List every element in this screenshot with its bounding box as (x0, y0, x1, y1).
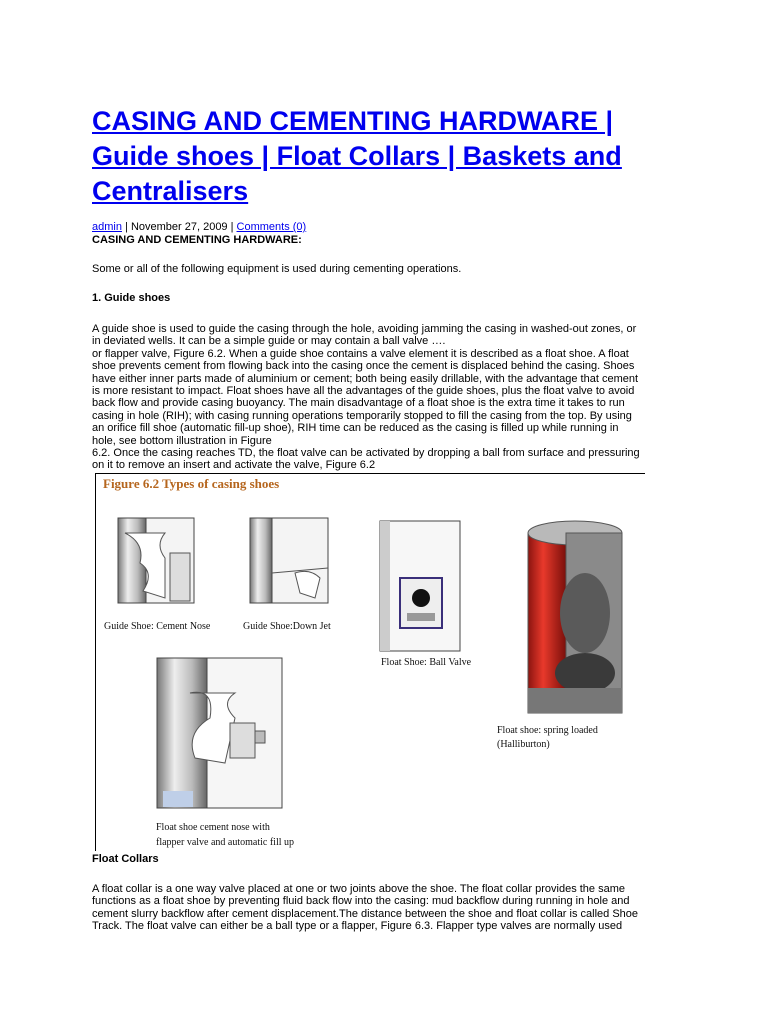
intro-paragraph: Some or all of the following equipment is used during cementing operations. (92, 263, 462, 275)
section-heading: CASING AND CEMENTING HARDWARE: (92, 234, 302, 246)
text-line: A float collar is a one way valve placed at one or two joints above the shoe. The float collar provides the same (92, 883, 625, 895)
text-line: Track. The float valve can either be a ball type or a flapper, Figure 6.3. Flapper type valves are normally used (92, 920, 623, 933)
guide-shoe-down-jet-drawing (250, 518, 328, 603)
comments-link[interactable]: Comments (0) (236, 221, 307, 233)
text-line: in deviated wells. It can be a simple guide or may contain a ball valve …. (92, 335, 446, 348)
caption-float-ball-valve: Float Shoe: Ball Valve (381, 657, 472, 668)
caption-float-spring-1: Float shoe: spring loaded (497, 725, 598, 736)
caption-float-flapper-1: Float shoe cement nose with (156, 822, 270, 833)
float-collars-heading: Float Collars (92, 853, 159, 865)
float-shoe-flapper-drawing (157, 658, 282, 808)
casing-shoes-illustration (95, 473, 645, 851)
caption-float-spring-2: (Halliburton) (497, 739, 550, 750)
text-line: is more resistant to impact. Float shoes have all the advantages of the guide shoes, plus the float valve to avoid (92, 385, 635, 397)
float-shoe-ball-valve-drawing (380, 521, 460, 651)
guide-shoe-cement-nose-drawing (118, 518, 194, 603)
text-line: have either inner parts made of aluminium or cement; both being easily drillable, with the advantage that cement (92, 372, 639, 385)
text-line: back flow and provide casing buoyancy. The main disadvantage of a float shoe is the extra time it takes to run (92, 397, 625, 410)
text-line: 6.2. Once the casing reaches TD, the float valve can be activated by dropping a ball from surface and pressuring (92, 447, 640, 459)
guide-shoes-heading: 1. Guide shoes (92, 292, 171, 304)
text-line: functions as a float shoe by preventing fluid back flow into the casing: mud backflow during running in hole and (92, 895, 630, 908)
author-link[interactable]: admin (92, 221, 122, 233)
post-date: | November 27, 2009 | (121, 221, 237, 233)
page-title-link[interactable]: CASING AND CEMENTING HARDWARE | Guide shoes | Float Collars | Baskets and Centralisers (92, 106, 622, 206)
page-title[interactable] (92, 104, 692, 209)
text-line: cement slurry backflow after cement displacement.The distance between the shoe and float collar is called Shoe (92, 907, 639, 920)
figure-title: Figure 6.2 Types of casing shoes (103, 476, 280, 491)
text-line: A guide shoe is used to guide the casing through the hole, avoiding jamming the casing in washed-out zones, or (92, 323, 637, 335)
post-meta (92, 221, 306, 234)
text-line: or flapper valve, Figure 6.2. When a guide shoe contains a valve element it is described as a float shoe. A float (92, 347, 629, 360)
caption-float-flapper-2: flapper valve and automatic fill up (156, 837, 295, 848)
text-line: hole, see bottom illustration in Figure (92, 434, 272, 447)
text-line: shoe prevents cement from flowing back into the casing once the cement is displaced behind the casing. Shoes (92, 360, 635, 373)
text-line: casing in hole (RIH); with casing running operations temporarily stopped to fill the casing from the top. By using (92, 409, 632, 422)
text-line: an orifice fill shoe (automatic fill-up shoe), RIH time can be reduced as the casing is filled up while running in (92, 422, 619, 435)
caption-guide-cement-nose: Guide Shoe: Cement Nose (104, 621, 211, 632)
float-shoe-spring-loaded-drawing (528, 521, 622, 713)
text-line: on it to remove an insert and activate the valve, Figure 6.2 (92, 459, 376, 472)
caption-guide-down-jet: Guide Shoe:Down Jet (243, 621, 331, 632)
